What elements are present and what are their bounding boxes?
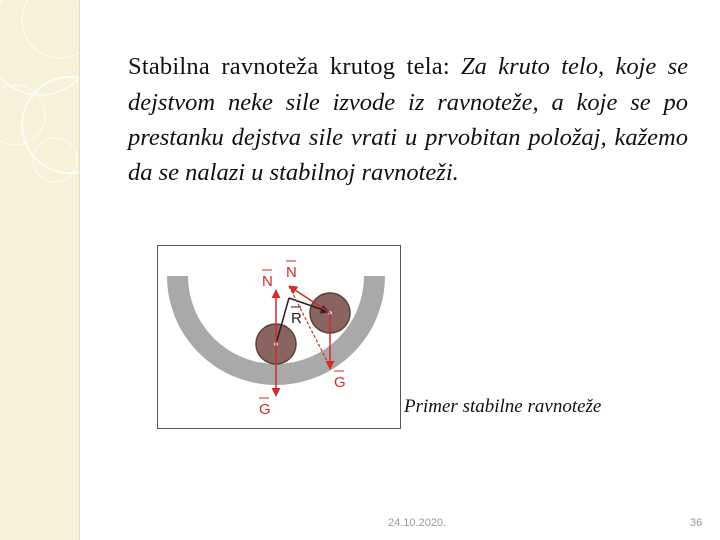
label-g-bottom: G — [259, 401, 271, 418]
label-n-right: N — [286, 264, 297, 281]
sidebar-divider — [79, 0, 80, 540]
heading-colon: : — [442, 53, 450, 80]
slide-heading: Stabilna ravnoteža krutog tela — [128, 53, 443, 80]
stable-equilibrium-figure — [157, 245, 401, 429]
page-number: 36 — [690, 517, 703, 529]
footer-date: 24.10.2020. — [388, 517, 447, 529]
label-n-left: N — [262, 273, 273, 290]
decorative-circles — [0, 0, 80, 540]
label-r: R — [291, 310, 302, 327]
slide-body-text: Za kruto telo, koje se dejstvom neke sile izvode iz ravnoteže, a koje se po prestanku dejstva sile vrati u prvobitan položaj, kažemo da se nalazi u stabilnoj ravnoteži. — [128, 53, 688, 186]
decorative-sidebar — [0, 0, 80, 540]
label-g-right: G — [334, 374, 346, 391]
slide-paragraph — [128, 49, 688, 190]
equilibrium-diagram — [158, 246, 400, 428]
figure-caption: Primer stabilne ravnoteže — [404, 396, 602, 417]
